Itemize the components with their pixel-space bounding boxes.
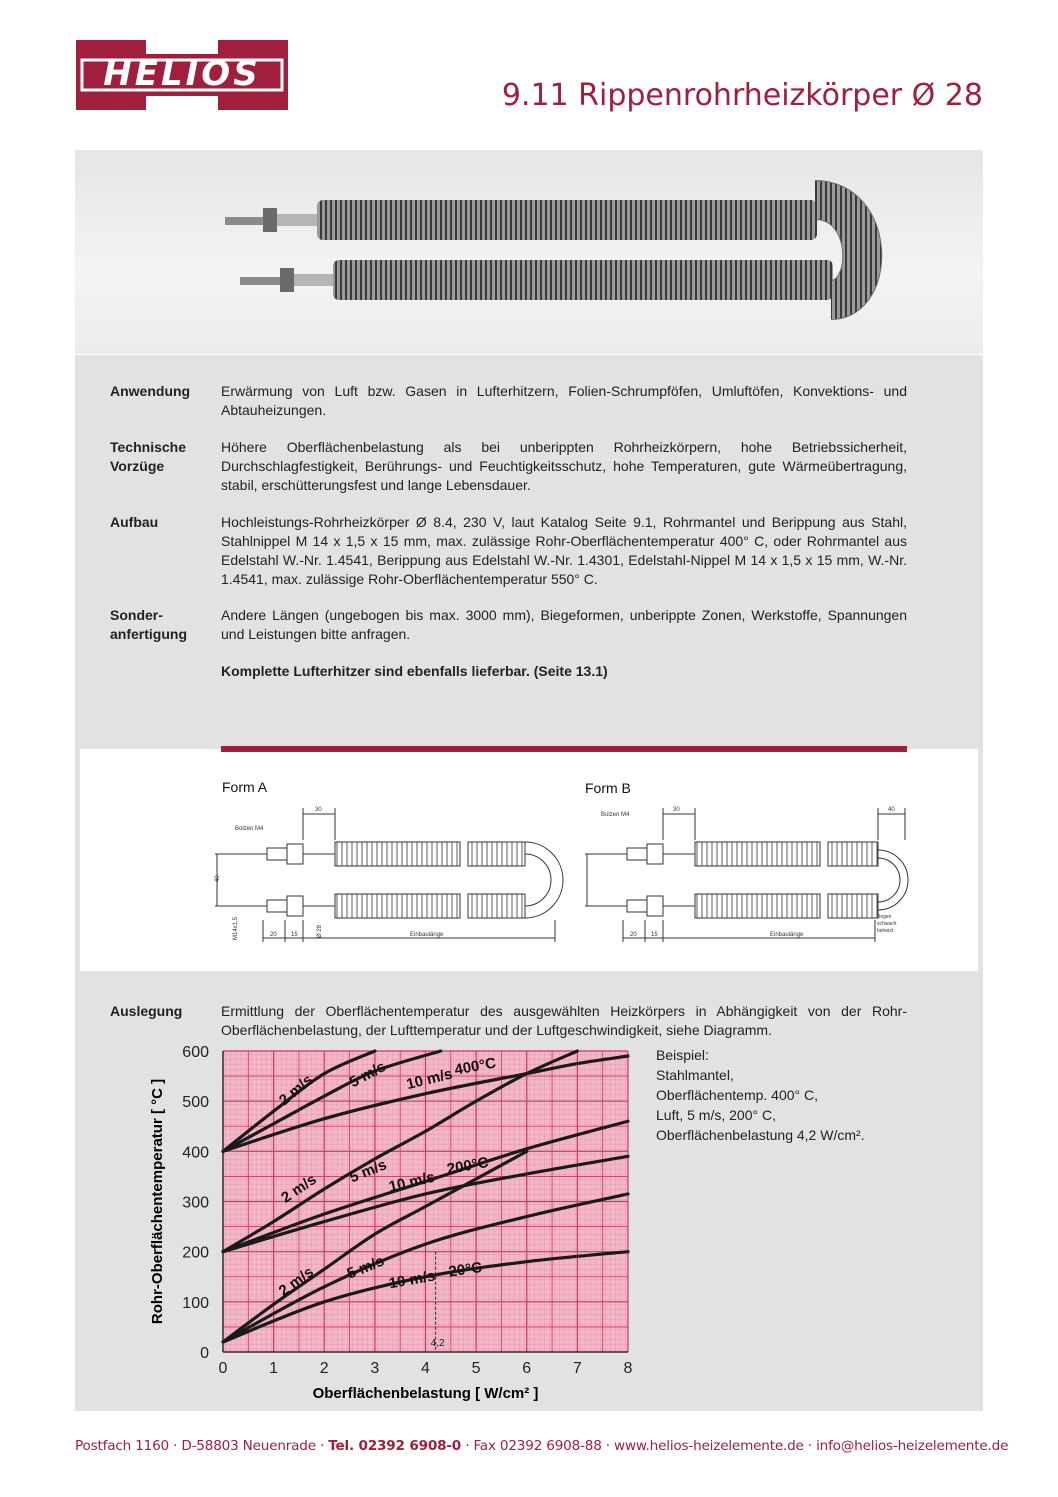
x-marker-label: 4,2 (430, 1338, 445, 1349)
label-technische-line2: Vorzüge (110, 458, 165, 474)
form-a-dim-m14: M14x1,5 (233, 916, 239, 940)
form-b-dim-40: 40 (888, 807, 895, 813)
form-a-dim-40: 40 (215, 875, 221, 882)
temperature-chart (140, 1040, 640, 1408)
x-tick-label: 8 (623, 1360, 633, 1377)
example-line: Oberflächenbelastung 4,2 W/cm². (656, 1127, 865, 1143)
y-tick-label: 500 (182, 1094, 209, 1112)
x-tick-label: 7 (572, 1360, 582, 1377)
y-tick-label: 0 (200, 1345, 209, 1362)
label-technische (110, 438, 215, 476)
example-line: Beispiel: (656, 1047, 709, 1063)
form-a-einbau: Einbaulänge (410, 932, 444, 938)
label-auslegung: Auslegung (110, 1003, 183, 1019)
label-anwendung: Anwendung (110, 383, 191, 399)
form-a-label: Form A (222, 779, 268, 795)
example-line: Stahlmantel, (656, 1067, 734, 1083)
footer (75, 1438, 1008, 1454)
form-a-dim-30: 30 (315, 807, 322, 813)
curve-label: 200°C (445, 1153, 490, 1178)
text-sonder: Andere Längen (ungebogen bis max. 3000 mm), Biegeformen, unberippte Zonen, Werkstoffe, Spannungen und Leistungen bitte anfragen. (221, 607, 907, 642)
drawing-form-b (575, 800, 915, 950)
y-tick-label: 600 (182, 1044, 209, 1061)
accent-bar (221, 746, 907, 752)
y-axis-label: Rohr-Oberflächentemperatur [ °C ] (149, 1078, 166, 1325)
example-box (656, 1045, 865, 1145)
form-b-bogen-2: schwach (877, 921, 897, 927)
curve-label: 10 m/s (387, 1267, 437, 1293)
page-title: 9.11 Rippenrohrheizkörper Ø 28 (501, 78, 983, 113)
logo-text: HELIOS (103, 54, 261, 94)
form-a-bolt: Bolzen M4 (235, 826, 264, 832)
footer-address: Postfach 1160 · D-58803 Neuenrade · (75, 1438, 329, 1454)
y-tick-label: 100 (182, 1294, 209, 1312)
footer-tel: Tel. 02392 6908-0 (328, 1438, 462, 1454)
y-tick-label: 400 (182, 1144, 209, 1162)
x-tick-label: 2 (319, 1360, 329, 1377)
example-line: Luft, 5 m/s, 200° C, (656, 1107, 776, 1123)
text-technische: Höhere Oberflächenbelastung als bei unberippten Rohrheizkörpern, hohe Betriebssicherheit, Durchschlagfestigkeit, Berührungs- und Feuchtigkeitsschutz, hohe Temperaturen, gute Wärmeübertragung, stabil, erschütterungsfest und lange Lebensdauer. (221, 439, 907, 493)
curve-label: 2 m/s (275, 1263, 317, 1300)
y-tick-label: 300 (182, 1194, 209, 1212)
curve-label: 5 m/s (344, 1252, 387, 1283)
heater-illustration (75, 150, 983, 354)
curve-label: 5 m/s (346, 1058, 389, 1092)
note-lufterhitzer: Komplette Lufterhitzer sind ebenfalls lieferbar. (Seite 13.1) (221, 663, 608, 679)
label-sonder-line2: anfertigung (110, 626, 187, 642)
form-b-bogen-3: beheizt (877, 928, 894, 934)
text-aufbau: Hochleistungs-Rohrheizkörper Ø 8.4, 230 V, laut Katalog Seite 9.1, Rohrmantel und Berippung aus Stahl, Stahlnippel M 14 x 1,5 x 15 mm, max. zulässige Rohr-Oberflächentemperatur 400° C, oder Rohrmantel aus Edelstahl W.-Nr. 1.4541, Berippung aus Edelstahl W.-Nr. 1.4301, Edelstahl-Nippel M 14 x 1,5 x 15 mm, W.-Nr. 1.4541, max. zulässige Rohr-Oberflächentemperatur 550° C. (221, 514, 907, 587)
curve-label: 10 m/s (404, 1065, 455, 1094)
helios-logo (76, 40, 288, 110)
form-a-dim-15: 15 (291, 932, 298, 938)
curve-label: 10 m/s (387, 1168, 437, 1196)
example-line: Oberflächentemp. 400° C, (656, 1087, 819, 1103)
text-anwendung: Erwärmung von Luft bzw. Gasen in Lufterhitzern, Folien-Schrumpföfen, Umluftöfen, Konvektions- und Abtauheizungen. (221, 383, 907, 418)
form-a-dim-d28: Ø 28 (317, 924, 323, 938)
curve-label: 400°C (453, 1054, 498, 1079)
form-a-dim-20: 20 (270, 932, 277, 938)
form-b-bogen-1: Bogen (877, 914, 892, 920)
y-tick-label: 200 (182, 1244, 209, 1262)
curve-label: 2 m/s (278, 1170, 320, 1207)
form-b-dim-30: 30 (673, 807, 680, 813)
curve-label: 5 m/s (347, 1156, 390, 1187)
footer-contact: · Fax 02392 6908-88 · www.helios-heizelemente.de · info@helios-heizelemente.de (461, 1438, 1009, 1454)
x-tick-label: 1 (269, 1360, 279, 1377)
label-aufbau: Aufbau (110, 514, 159, 530)
product-photo (75, 150, 983, 354)
text-auslegung: Ermittlung der Oberflächentemperatur des ausgewählten Heizkörpers in Abhängigkeit von der Rohr-Oberflächenbelastung, der Lufttemperatur und der Luftgeschwindigkeit, siehe Diagramm. (221, 1003, 907, 1038)
form-b-dim-15: 15 (651, 932, 658, 938)
form-b-einbau: Einbaulänge (770, 932, 804, 938)
x-tick-label: 3 (370, 1360, 380, 1377)
form-b-bolt: Bolzen M4 (601, 812, 630, 818)
label-technische-line1: Technische (110, 439, 186, 455)
label-sonder-line1: Sonder- (110, 607, 163, 623)
x-tick-label: 6 (522, 1360, 532, 1377)
curve-label: 20°C (447, 1259, 484, 1281)
label-sonder (110, 606, 215, 644)
form-b-dim-20: 20 (630, 932, 637, 938)
x-tick-label: 5 (471, 1360, 481, 1377)
x-tick-label: 4 (421, 1360, 430, 1377)
x-tick-label: 0 (218, 1360, 228, 1377)
drawing-form-a (205, 800, 575, 950)
x-axis-label: Oberflächenbelastung [ W/cm² ] (312, 1385, 539, 1402)
curve-label: 2 m/s (275, 1071, 317, 1110)
form-b-label: Form B (585, 780, 631, 796)
